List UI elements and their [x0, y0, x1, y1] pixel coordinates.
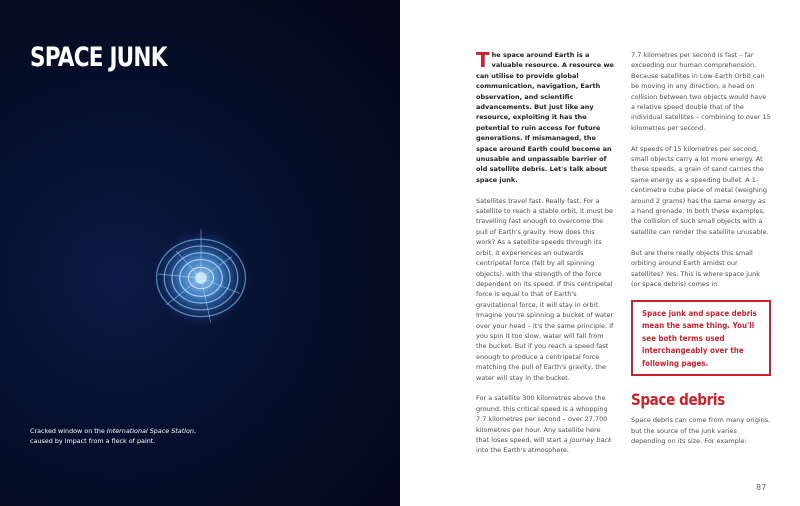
text-column-1	[476, 50, 615, 466]
body-paragraph: But are there really objects this small orbiting around Earth amidst our satellites? Yes. This is where space junk (or space debris) comes in.	[631, 248, 760, 288]
intro-paragraph: The space around Earth is a valuable resource. A resource we can utilise to provide global communication, navigation, Earth observation, and scientific advancements. But just like any resource, exploiting it has the potential to ruin access for future generations. If mismanaged, the space around Earth could become an unusable and unpassable barrier of old satellite debris. Let's talk about space junk.	[476, 48, 614, 184]
callout-text: Space junk and space debris mean the same thing. You'll see both terms used interchangeably over the following pages.	[642, 307, 757, 368]
body-paragraph: 7.7 kilometres per second is fast – far exceeding our human comprehension. Because satellites in Low-Earth Orbit can be moving in any direction, a head on collision between two objects would have a relative speed double that of the individual satellites – combining to over 15 kilometres per second.	[631, 51, 771, 132]
body-paragraph: For a satellite 300 kilometres above the ground, this critical speed is a whopping 7.7 kilometres per second – over 27,700 kilometres per hour. Any satellite here that loses speed, will start a journey back into the Earth's atmosphere.	[476, 394, 612, 455]
body-paragraph: Satellites travel fast. Really fast. For a satellite to reach a stable orbit, it must be travelling fast enough to overcome the pull of Earth's gravity. How does this work? As a satellite speeds through its orbit, it experiences an outwards centripetal force (felt by all spinning objects), with the strength of the force dependent on its speed. If this centripetal force is equal to that of Earth's gravitational force, it will stay in orbit. Imagine you're spinning a bucket of water over your head – it's the same principle. If you spin it too slow, water will fall from the bucket. But if you reach a speed fast enough to produce a centripetal force matching the pull of Earth's gravity, the water will stay in the bucket.	[476, 196, 614, 382]
photo-caption: Cracked window on the International Space Station, caused by impact from a fleck of paint.	[30, 427, 197, 445]
section-heading: Space debris	[631, 390, 725, 410]
page-title: SPACE JUNK	[30, 42, 167, 73]
body-paragraph: Space debris can come from many origins, but the source of the junk varies depending on its size. For example:	[631, 416, 771, 446]
callout-box	[631, 300, 771, 377]
cracked-window-image	[143, 218, 259, 334]
body-paragraph: At speeds of 15 kilometres per second, small objects carry a lot more energy. At these speeds, a grain of sand carries the same energy as a speeding bullet. A 1-centimetre cube piece of metal (weighing around 2 grams) has the same energy as a hand grenade. In both these examples, the collision of such small objects with a satellite can render the satellite unusable.	[631, 144, 769, 236]
text-column-2	[631, 50, 771, 457]
drop-cap: T	[476, 48, 490, 72]
page-number: 87	[756, 483, 767, 492]
